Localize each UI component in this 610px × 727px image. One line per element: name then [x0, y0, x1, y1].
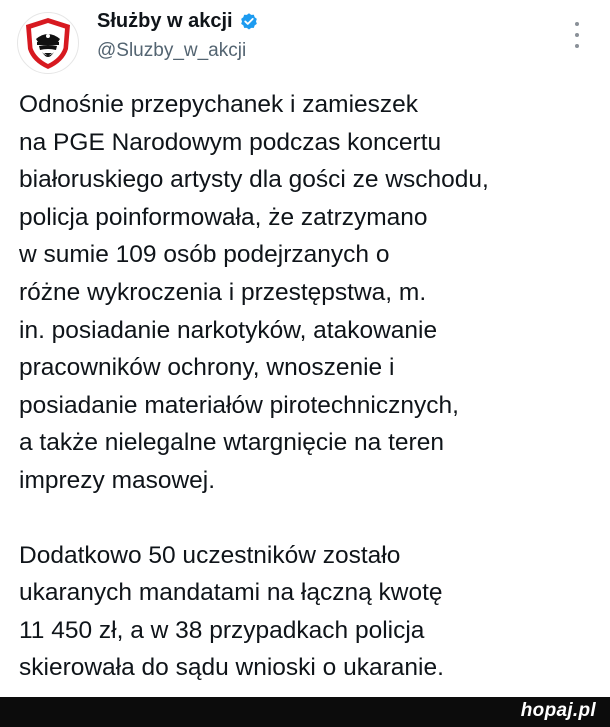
paragraph-gap — [19, 500, 599, 537]
text-line: in. posiadanie narkotyków, atakowanie — [19, 316, 438, 344]
text-line: Odnośnie przepychanek i zamieszek — [19, 91, 419, 118]
text-line: a także nielegalne wtargnięcie na teren — [19, 429, 444, 457]
dot — [575, 33, 579, 37]
text-line: skierowała do sądu wnioski o ukaranie. — [19, 654, 444, 682]
text-line: 11 450 zł, a w 38 przypadkach policja — [19, 616, 425, 644]
dot — [575, 22, 579, 26]
display-name[interactable]: Służby w akcji — [97, 10, 233, 32]
watermark-bar — [0, 697, 610, 727]
more-vertical-icon[interactable] — [568, 22, 586, 48]
verified-badge-icon — [239, 12, 259, 32]
dot — [575, 44, 579, 48]
text-line: w sumie 109 osób podejrzanych o — [19, 241, 390, 269]
text-line: białoruskiego artysty dla gości ze wschodu, — [19, 166, 489, 194]
text-line: pracowników ochrony, wnoszenie i — [19, 354, 395, 382]
tweet-paragraph-1 — [19, 86, 599, 500]
text-line: posiadanie materiałów pirotechnicznych, — [19, 391, 459, 419]
watermark-logo: hopaj.pl — [520, 700, 596, 721]
avatar[interactable] — [17, 12, 79, 74]
text-line: na PGE Narodowym podczas koncertu — [19, 128, 442, 156]
tweet-header — [0, 0, 610, 90]
tweet-paragraph-2 — [19, 537, 599, 687]
text-line: różne wykroczenia i przestępstwa, m. — [19, 278, 427, 306]
tweet-text — [19, 86, 599, 687]
police-officer-shield-icon — [20, 15, 76, 71]
name-row — [97, 10, 259, 33]
user-handle[interactable]: @Sluzby_w_akcji — [97, 40, 247, 61]
text-line: Dodatkowo 50 uczestników zostało — [19, 541, 401, 569]
text-line: ukaranych mandatami na łączną kwotę — [19, 579, 443, 607]
text-line: imprezy masowej. — [19, 466, 216, 494]
text-line: policja poinformowała, że zatrzymano — [19, 203, 428, 231]
